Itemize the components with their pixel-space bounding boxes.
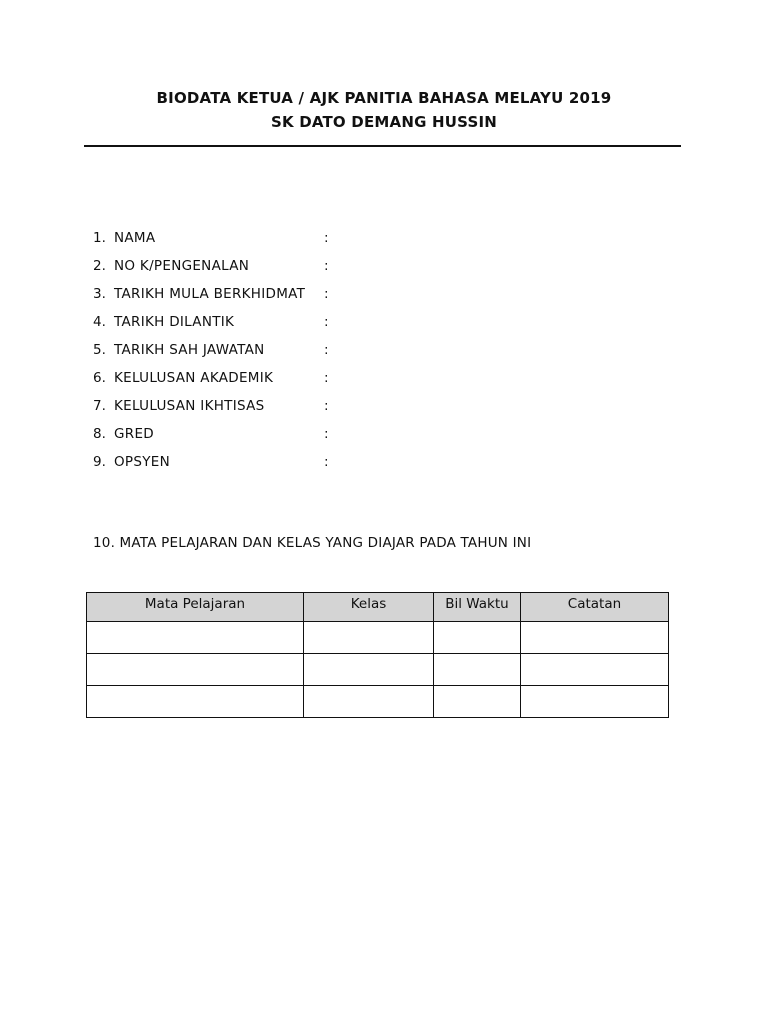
table-cell[interactable]	[304, 622, 434, 654]
subjects-table	[86, 592, 669, 718]
table-cell[interactable]	[304, 654, 434, 686]
field-kelulusan-ikhtisas[interactable]	[93, 397, 393, 425]
table-row	[87, 654, 669, 686]
table-cell[interactable]	[304, 686, 434, 718]
field-separator: :	[324, 398, 329, 414]
field-label: KELULUSAN IKHTISAS	[114, 398, 265, 414]
field-nama[interactable]	[93, 229, 393, 257]
table-cell[interactable]	[434, 654, 521, 686]
field-separator: :	[324, 426, 329, 442]
column-header-catatan: Catatan	[521, 593, 669, 622]
document-title: BIODATA KETUA / AJK PANITIA BAHASA MELAYU 2019	[156, 89, 612, 107]
field-gred[interactable]	[93, 425, 393, 453]
field-tarikh-mula[interactable]	[93, 285, 393, 313]
table-header-row	[87, 593, 669, 622]
column-header-mata-pelajaran: Mata Pelajaran	[87, 593, 304, 622]
field-separator: :	[324, 286, 329, 302]
field-separator: :	[324, 370, 329, 386]
table-cell[interactable]	[521, 622, 669, 654]
field-separator: :	[324, 454, 329, 470]
field-tarikh-sah[interactable]	[93, 341, 393, 369]
field-separator: :	[324, 314, 329, 330]
field-separator: :	[324, 230, 329, 246]
table-cell[interactable]	[434, 686, 521, 718]
field-number: 8.	[93, 426, 106, 442]
biodata-fields	[93, 229, 393, 481]
field-number: 5.	[93, 342, 106, 358]
field-separator: :	[324, 258, 329, 274]
table-cell[interactable]	[521, 654, 669, 686]
field-label: OPSYEN	[114, 454, 171, 470]
field-label: TARIKH SAH JAWATAN	[114, 342, 265, 358]
field-opsyen[interactable]	[93, 453, 393, 481]
title-divider	[84, 145, 681, 147]
field-separator: :	[324, 342, 329, 358]
section-10-heading: 10. MATA PELAJARAN DAN KELAS YANG DIAJAR PADA TAHUN INI	[93, 535, 532, 551]
column-header-kelas: Kelas	[304, 593, 434, 622]
table-cell[interactable]	[87, 654, 304, 686]
table-cell[interactable]	[434, 622, 521, 654]
field-number: 6.	[93, 370, 106, 386]
field-no-kp[interactable]	[93, 257, 393, 285]
field-tarikh-dilantik[interactable]	[93, 313, 393, 341]
field-number: 9.	[93, 454, 106, 470]
table-cell[interactable]	[87, 686, 304, 718]
field-number: 7.	[93, 398, 106, 414]
field-label: TARIKH DILANTIK	[114, 314, 235, 330]
field-label: NAMA	[114, 230, 156, 246]
column-header-bil-waktu: Bil Waktu	[434, 593, 521, 622]
table-row	[87, 622, 669, 654]
field-number: 1.	[93, 230, 106, 246]
table-cell[interactable]	[87, 622, 304, 654]
field-label: TARIKH MULA BERKHIDMAT	[114, 286, 306, 302]
field-kelulusan-akademik[interactable]	[93, 369, 393, 397]
field-label: GRED	[114, 426, 154, 442]
field-label: KELULUSAN AKADEMIK	[114, 370, 274, 386]
school-name: SK DATO DEMANG HUSSIN	[270, 113, 498, 131]
field-number: 3.	[93, 286, 106, 302]
table-cell[interactable]	[521, 686, 669, 718]
field-number: 2.	[93, 258, 106, 274]
field-label: NO K/PENGENALAN	[114, 258, 250, 274]
field-number: 4.	[93, 314, 106, 330]
table-row	[87, 686, 669, 718]
